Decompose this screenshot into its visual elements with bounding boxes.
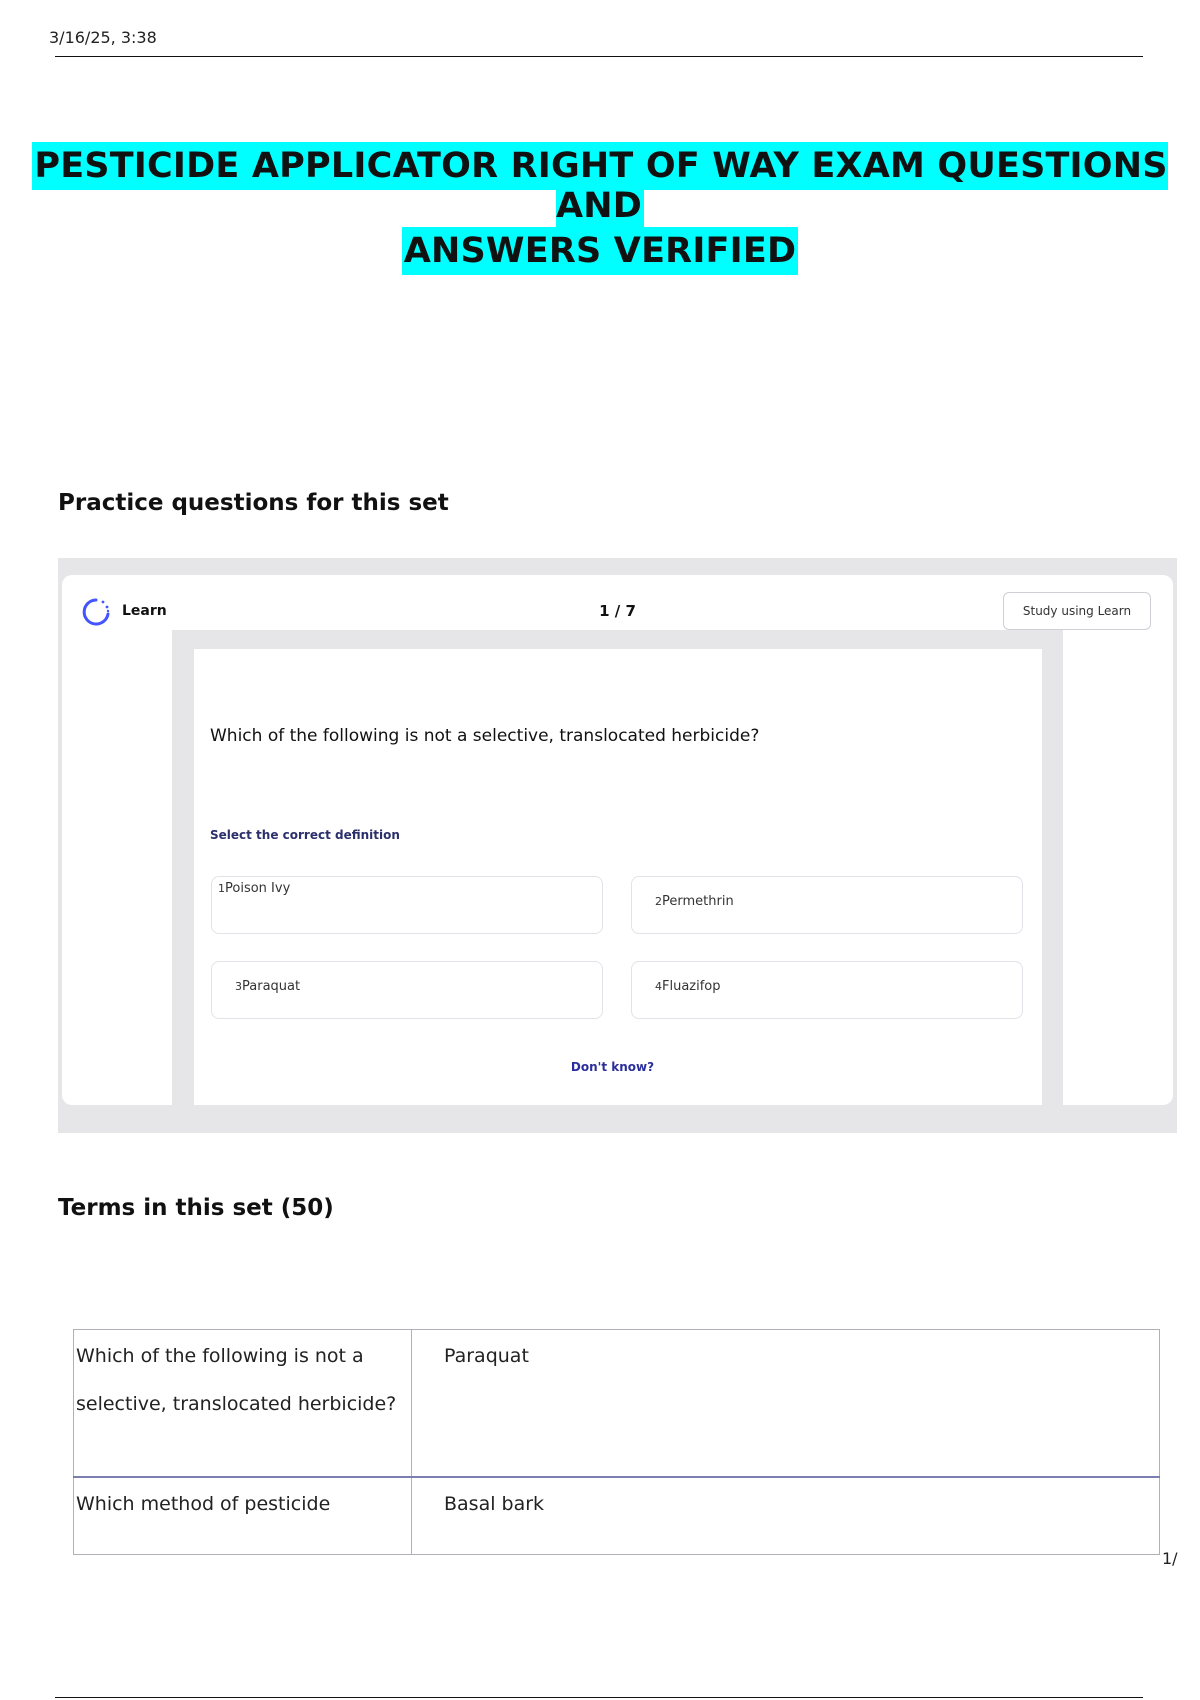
option-text: Permethrin (662, 894, 734, 909)
option-text: Paraquat (242, 979, 301, 994)
document-title-line-2 (0, 231, 1200, 271)
question-progress: 1 / 7 (599, 602, 636, 620)
definition-cell: Basal bark (412, 1477, 1160, 1555)
document-title-text-2: ANSWERS VERIFIED (402, 227, 799, 275)
option-number: 2 (655, 895, 662, 908)
page-number: 1/ (1162, 1549, 1178, 1568)
practice-questions-heading: Practice questions for this set (58, 490, 449, 516)
document-title-line-1 (0, 146, 1200, 226)
terms-heading: Terms in this set (50) (58, 1195, 334, 1221)
option-text: Poison Ivy (225, 881, 291, 896)
definition-cell: Paraquat (412, 1330, 1160, 1478)
option-number: 4 (655, 980, 662, 993)
learn-mode-icon (80, 596, 112, 628)
document-title-text-1: PESTICIDE APPLICATOR RIGHT OF WAY EXAM QUESTIONS AND (32, 142, 1167, 230)
option-text: Fluazifop (662, 979, 721, 994)
table-row (74, 1330, 1160, 1478)
header-date: 3/16/25, 3:38 (49, 28, 157, 47)
dont-know-link[interactable]: Don't know? (570, 1060, 655, 1074)
table-row (74, 1477, 1160, 1555)
learn-mode-label: Learn (122, 603, 167, 619)
answer-option-2[interactable] (631, 876, 1023, 934)
header-divider (55, 56, 1143, 57)
option-number: 1 (218, 882, 225, 895)
select-definition-label: Select the correct definition (210, 828, 400, 842)
question-text: Which of the following is not a selective, translocated herbicide? (210, 726, 760, 746)
footer-divider (55, 1697, 1143, 1698)
term-cell: Which of the following is not a selective, translocated herbicide? (74, 1330, 412, 1478)
option-number: 3 (235, 980, 242, 993)
answer-option-1[interactable] (211, 876, 603, 934)
terms-table (73, 1329, 1160, 1555)
answer-option-3[interactable] (211, 961, 603, 1019)
answer-option-4[interactable] (631, 961, 1023, 1019)
term-cell: Which method of pesticide (74, 1477, 412, 1555)
study-using-learn-button[interactable]: Study using Learn (1003, 592, 1151, 630)
